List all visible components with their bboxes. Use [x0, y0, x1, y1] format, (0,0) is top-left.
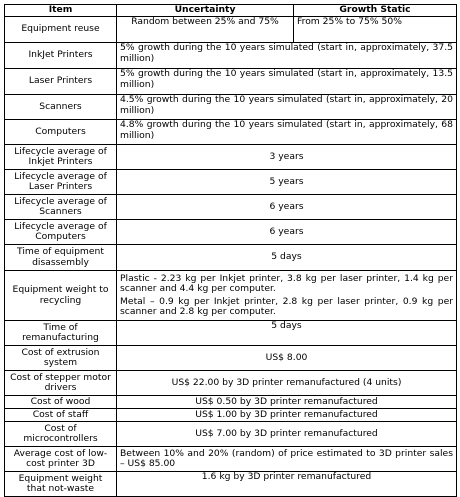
row-item: InkJet Printers — [5, 43, 117, 69]
document-page — [4, 4, 457, 497]
row-item: Cost of stepper motor drivers — [5, 371, 117, 396]
row-uncertainty: 5% growth during the 10 years simulated (start in, approximately, 37.5 million) — [117, 43, 457, 69]
row-uncertainty: 5 days — [117, 321, 457, 346]
table-header-row — [5, 5, 457, 17]
table-row — [5, 472, 457, 497]
row-item: Average cost of low-cost printer 3D — [5, 447, 117, 472]
header-uncertainty: Uncertainty — [117, 5, 294, 17]
row-item: Cost of microcontrollers — [5, 422, 117, 447]
table-row — [5, 396, 457, 409]
table-row — [5, 120, 457, 145]
row-item: Cost of extrusion system — [5, 346, 117, 371]
row-item: Lifecycle average of Laser Printers — [5, 170, 117, 195]
header-growth-static: Growth Static — [294, 5, 457, 17]
table-row — [5, 371, 457, 396]
table-row — [5, 195, 457, 220]
row-item: Lifecycle average of Computers — [5, 220, 117, 245]
weight-plastic-text: Plastic - 2.23 kg per Inkjet printer, 3.8 kg per laser printer, 1.4 kg per scanner and 4.4 kg per computer. — [120, 272, 453, 294]
row-item: Equipment reuse — [5, 17, 117, 43]
row-uncertainty: US$ 22.00 by 3D printer remanufactured (4 units) — [117, 371, 457, 396]
row-item: Computers — [5, 120, 117, 145]
row-item: Time of equipment disassembly — [5, 245, 117, 271]
row-uncertainty: US$ 1.00 by 3D printer remanufactured — [117, 409, 457, 422]
row-uncertainty: 5% growth during the 10 years simulated (start in, approximately, 13.5 million) — [117, 69, 457, 95]
weight-metal-text: Metal – 0.9 kg per Inkjet printer, 2.8 kg per laser printer, 0.9 kg per scanner and 2.8 kg per computer. — [120, 295, 453, 317]
row-uncertainty: 3 years — [117, 145, 457, 170]
row-uncertainty: 4.5% growth during the 10 years simulated (start in, approximately, 20 million) — [117, 95, 457, 120]
table-row — [5, 69, 457, 95]
row-uncertainty: 1.6 kg by 3D printer remanufactured — [117, 472, 457, 497]
table-row — [5, 245, 457, 271]
row-item: Lifecycle average of Inkjet Printers — [5, 145, 117, 170]
row-uncertainty: US$ 8.00 — [117, 346, 457, 371]
table-row — [5, 220, 457, 245]
row-item: Scanners — [5, 95, 117, 120]
row-uncertainty: Between 10% and 20% (random) of price estimated to 3D printer sales – US$ 85.00 — [117, 447, 457, 472]
table-row — [5, 145, 457, 170]
row-uncertainty: 4.8% growth during the 10 years simulated (start in, approximately, 68 million) — [117, 120, 457, 145]
row-uncertainty: 6 years — [117, 220, 457, 245]
row-uncertainty: US$ 0.50 by 3D printer remanufactured — [117, 396, 457, 409]
row-item: Equipment weight to recycling — [5, 271, 117, 321]
row-growth-static: From 25% to 75% 50% — [294, 17, 457, 43]
row-item: Cost of wood — [5, 396, 117, 409]
table-row — [5, 346, 457, 371]
parameters-table — [4, 4, 457, 497]
table-row — [5, 43, 457, 69]
row-uncertainty — [117, 271, 457, 321]
table-row — [5, 271, 457, 321]
row-item: Lifecycle average of Scanners — [5, 195, 117, 220]
table-row — [5, 409, 457, 422]
table-row — [5, 422, 457, 447]
header-item: Item — [5, 5, 117, 17]
table-row — [5, 170, 457, 195]
row-uncertainty: 6 years — [117, 195, 457, 220]
row-uncertainty: US$ 7.00 by 3D printer remanufactured — [117, 422, 457, 447]
row-uncertainty: 5 years — [117, 170, 457, 195]
row-uncertainty: 5 days — [117, 245, 457, 271]
row-item: Equipment weight that not-waste — [5, 472, 117, 497]
row-item: Laser Printers — [5, 69, 117, 95]
table-row — [5, 321, 457, 346]
row-item: Cost of staff — [5, 409, 117, 422]
row-item: Time of remanufacturing — [5, 321, 117, 346]
table-row — [5, 447, 457, 472]
row-uncertainty: Random between 25% and 75% — [117, 17, 294, 43]
table-row — [5, 95, 457, 120]
table-row — [5, 17, 457, 43]
